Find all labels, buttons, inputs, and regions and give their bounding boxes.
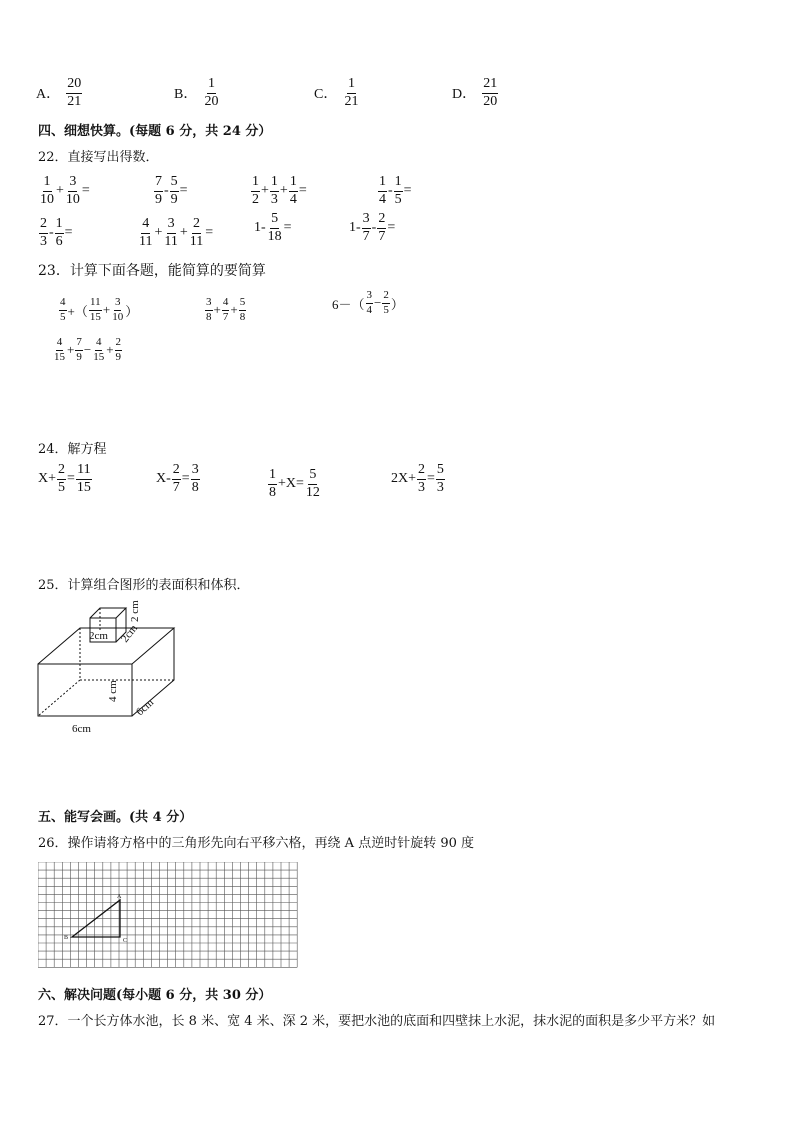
q22-row2-expr2: $\frac{4}{11}$ + $\frac{3}{11}$ + $\frac{2}{11}$ = — [139, 216, 214, 249]
square-grid — [38, 862, 300, 974]
q24-equation3: $\frac{1}{8}$ +X= $\frac{5}{12}$ — [269, 467, 320, 500]
q22-row1-expr2: $\frac{7}{9}$ - $\frac{5}{9}$ = — [155, 174, 188, 207]
q25-title: 25．计算组合图形的表面积和体积． — [38, 578, 250, 593]
q22-row1-expr3: $\frac{1}{2}$ + $\frac{1}{3}$ + $\frac{1}{4}$ = — [252, 174, 307, 207]
q22-row2-expr1: $\frac{2}{3}$ - $\frac{1}{6}$ = — [40, 216, 73, 249]
q23-expr1: $\frac{4}{5}$ +（ $\frac{11}{15}$ + $\frac{3}{10}$ ） — [60, 296, 139, 323]
large-cuboid-width-label: 6cm — [72, 723, 91, 735]
q21-option-b: B． $\frac{1}{20}$ — [174, 76, 219, 109]
q23-expr2: $\frac{3}{8}$ + $\frac{4}{7}$ + $\frac{5}{8}$ — [206, 296, 246, 323]
q24-title: 24．解方程 — [38, 442, 107, 457]
small-cube-depth-label: 2cm — [118, 622, 141, 645]
small-cube-top-face — [90, 608, 126, 618]
q22-row2-expr4: 1- $\frac{3}{7}$ - $\frac{2}{7}$ = — [349, 211, 396, 244]
small-cube-width-label: 2cm — [89, 630, 108, 642]
q22-row2-expr3: 1- $\frac{5}{18}$ = — [254, 211, 292, 244]
q22-row1-expr1: $\frac{1}{10}$ + $\frac{3}{10}$ = — [40, 174, 90, 207]
q26-title: 26．操作请将方格中的三角形先向右平移六格，再绕 A 点逆时针旋转 90 度 — [38, 836, 475, 851]
section-5-title: 五、能写会画。(共 4 分） — [38, 810, 193, 825]
large-cuboid-height-label: 4 cm — [107, 680, 119, 702]
q21-option-c: C． $\frac{1}{21}$ — [314, 76, 359, 109]
point-b-label: B — [64, 935, 69, 941]
large-cuboid-depth-label: 6cm — [133, 696, 157, 719]
combined-solid-figure — [30, 596, 200, 738]
section-6-title: 六、解决问题(每小题 6 分，共 30 分） — [38, 988, 272, 1003]
q23-title: 23．计算下面各题，能简算的要简算 — [38, 263, 266, 279]
q24-equation4: 2X+ $\frac{2}{3}$ = $\frac{5}{3}$ — [391, 462, 444, 495]
q24-equation1: X+ $\frac{2}{5}$ = $\frac{11}{15}$ — [38, 462, 91, 495]
q21-option-d: D． $\frac{21}{20}$ — [452, 76, 498, 109]
grid-lines — [38, 862, 297, 967]
q21-option-a: A． $\frac{20}{21}$ — [36, 76, 82, 109]
q22-row1-expr4: $\frac{1}{4}$ - $\frac{1}{5}$ = — [379, 174, 412, 207]
q23-expr4: $\frac{4}{15}$ + $\frac{7}{9}$ − $\frac{4}{15}$ + $\frac{2}{9}$ — [54, 336, 122, 363]
small-cube-height-label: 2 cm — [129, 600, 141, 622]
section-4-title: 四、细想快算。(每题 6 分，共 24 分） — [38, 124, 272, 139]
point-c-label: C — [123, 938, 128, 944]
point-a-label: A — [117, 894, 122, 900]
q24-equation2: X- $\frac{2}{7}$ = $\frac{3}{8}$ — [156, 462, 199, 495]
q27-text: 27．一个长方体水池，长 8 米、宽 4 米、深 2 米，要把水池的底面和四壁抹上水泥，抹水泥的面积是多少平方米？如 — [38, 1014, 716, 1029]
q23-expr3: 6－（ $\frac{3}{4}$ − $\frac{2}{5}$ ） — [332, 289, 404, 316]
q22-title: 22．直接写出得数． — [38, 150, 159, 165]
